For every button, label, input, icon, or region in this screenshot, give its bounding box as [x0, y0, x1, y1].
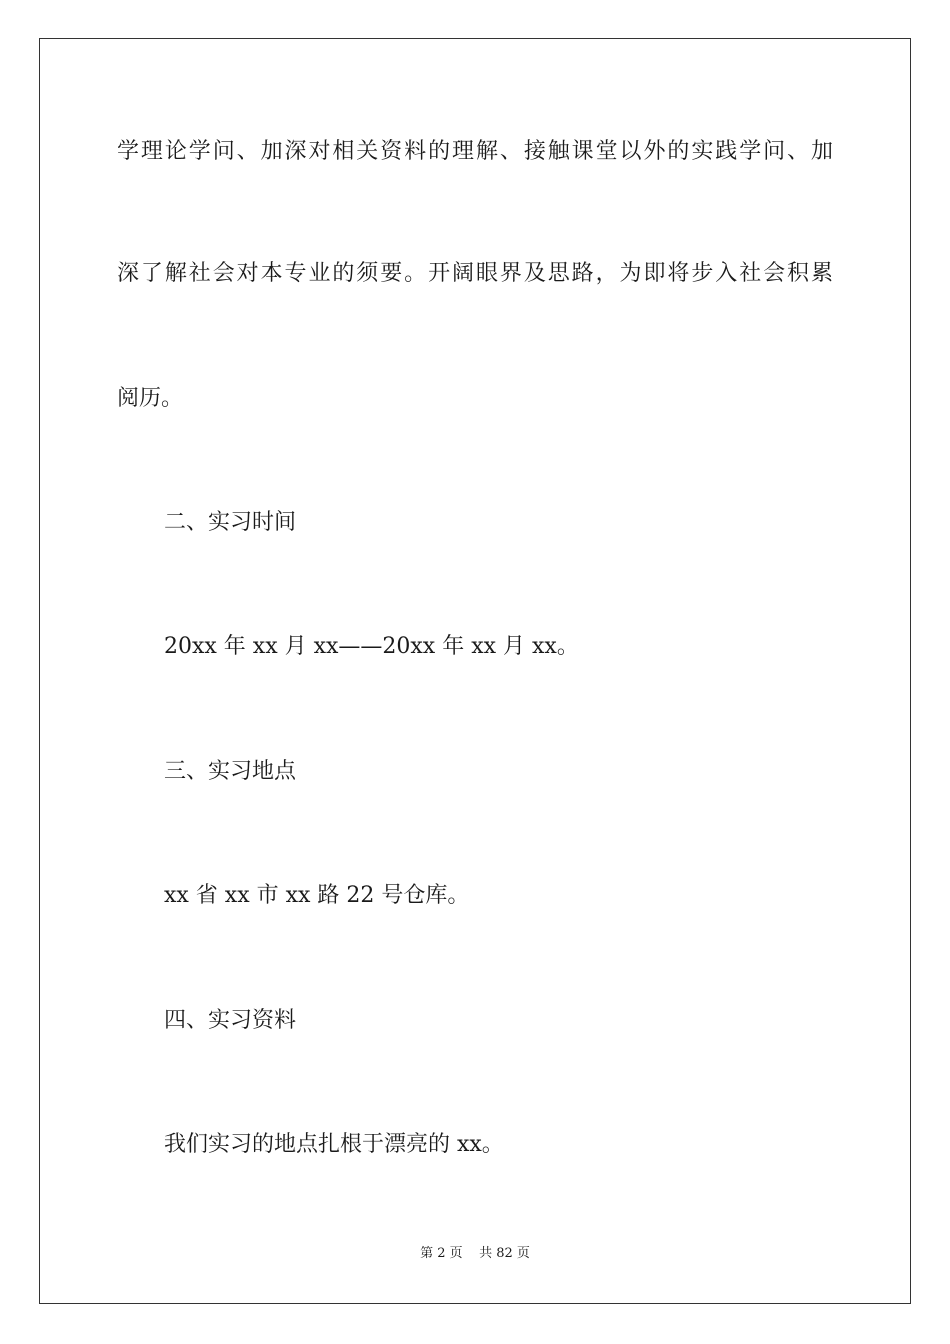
paragraph-line-2: 深了解社会对本专业的须要。开阔眼界及思路，为即将步入社会积累	[117, 261, 833, 286]
section-heading-internship-location: 三、实习地点	[164, 759, 297, 784]
paragraph-line-1: 学理论学问、加深对相关资料的理解、接触课堂以外的实践学问、加	[117, 139, 833, 164]
internship-content-text: 我们实习的地点扎根于漂亮的 xx。	[164, 1132, 504, 1157]
internship-time-value: 20xx 年 xx 月 xx——20xx 年 xx 月 xx。	[164, 634, 579, 659]
section-heading-internship-time: 二、实习时间	[164, 510, 297, 535]
section-heading-internship-content: 四、实习资料	[164, 1008, 297, 1033]
page-border	[39, 38, 911, 1304]
paragraph-line-3: 阅历。	[117, 386, 184, 411]
page-number-footer: 第 2 页 共 82 页	[420, 1246, 530, 1261]
internship-location-value: xx 省 xx 市 xx 路 22 号仓库。	[164, 883, 470, 908]
